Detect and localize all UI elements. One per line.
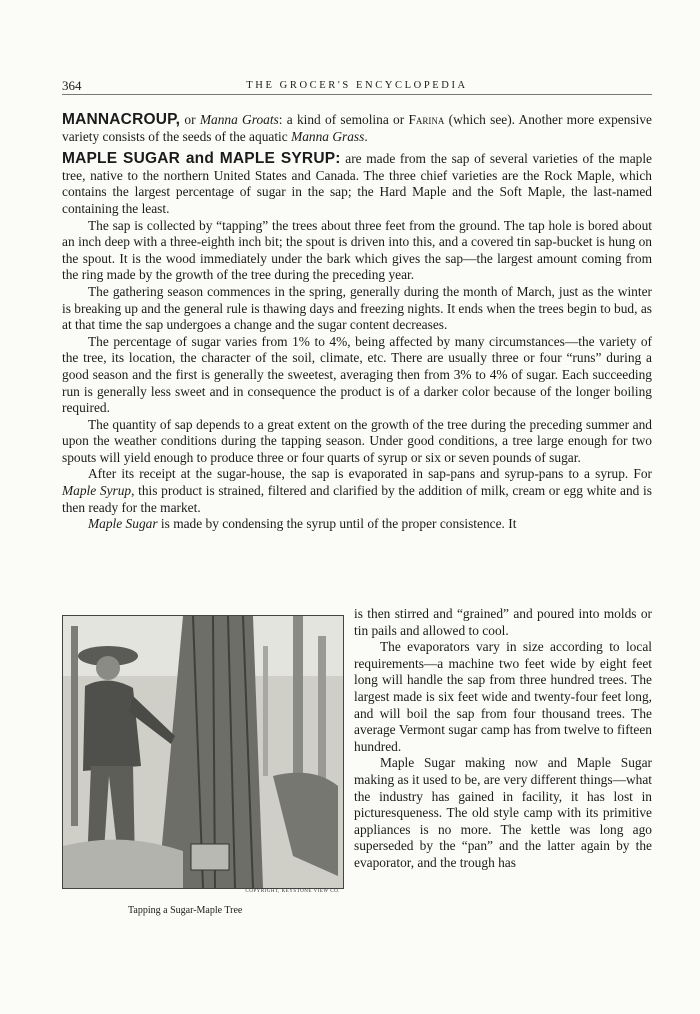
paragraph-continued: is then stirred and “grained” and poured into molds or tin pails and allowed to cool. — [354, 606, 652, 638]
entry-text: or — [180, 112, 200, 127]
paragraph: The evaporators vary in size according to local requirements—a machine two feet wide by eight feet long will handle the sap from three hundred trees. The largest made is six feet wide and twenty-four feet long, and will boil the sap from four thousand trees. The average Vermont sugar camp has from twelve to fifteen hundred. — [354, 639, 652, 754]
paragraph — [62, 466, 652, 516]
paragraph — [62, 516, 652, 533]
entry-text: are made from the sap of several varieties of the maple tree, native to the northern United States and Canada. The three chief varieties are the Rock Maple, which contains the largest percentage of sugar in the sap; the Hard Maple and the Soft Maple, the last-named containing the least. — [62, 151, 652, 216]
paragraph: The sap is collected by “tapping” the trees about three feet from the ground. The tap hole is bored about an inch deep with a three-eighth inch bit; the spout is driven into this, and a covered tin sap-bucket is hung on the spout. It is the wood immediately under the bark which gives the sap—the largest amount coming from the ring made by the growth of the tree during the preceding year. — [62, 217, 652, 283]
right-column-text — [354, 606, 652, 872]
photo-credit: COPYRIGHT, KEYSTONE VIEW CO. — [245, 889, 340, 894]
entry-maple-intro — [62, 151, 652, 217]
page-number: 364 — [62, 78, 82, 93]
entry-italic: Maple Sugar — [88, 516, 158, 532]
entry-text: (which see). Another more expensive variety consists of the seeds of the aquatic — [62, 112, 652, 144]
entry-text: : a kind of semolina or — [278, 112, 409, 127]
entry-italic: Maple Syrup — [62, 483, 132, 499]
figure-caption: Tapping a Sugar-Maple Tree — [128, 905, 243, 916]
paragraph: Maple Sugar making now and Maple Sugar making as it used to be, are very different things—what the industry has gained in facility, it has lost in picturesqueness. The old style camp with its primitive appliances is no more. The kettle was long ago superseded by the “pan” and the latter again by the evaporator, and the trough has — [354, 755, 652, 870]
paragraph: The gathering season commences in the spring, generally during the month of March, just as the winter is breaking up and the general rule is thawing days and freezing nights. It ends when the trees begin to bud, as at that time the sap undergoes a change and the sugar content decreases. — [62, 283, 652, 333]
entry-text: . — [364, 128, 368, 144]
running-head: THE GROCER'S ENCYCLOPEDIA — [246, 80, 468, 91]
figure-tapping-tree — [62, 615, 344, 916]
page-header — [62, 78, 652, 95]
main-text — [62, 112, 652, 533]
headword-maple: MAPLE SUGAR and MAPLE SYRUP: — [62, 150, 341, 168]
headword-mannacroup: MANNACROUP, — [62, 111, 181, 128]
paragraph: The quantity of sap depends to a great extent on the growth of the tree during the preceding summer and upon the weather conditions during the tapping season. Under good conditions, a tree large enough for two spouts will yield enough to produce three or four quarts of syrup or six or seven pounds of sugar. — [62, 416, 652, 465]
photo-illustration — [63, 616, 343, 888]
entry-italic: Manna Groats — [199, 112, 279, 127]
photo-tapping-tree — [62, 615, 344, 889]
cross-reference: Farina — [408, 112, 445, 127]
entry-italic: Manna Grass — [291, 128, 365, 144]
paragraph: The percentage of sugar varies from 1% to 4%, being affected by many circumstances—the variety of the tree, its location, the character of the soil, climate, etc. There are usually three or four “runs” during a good season and the first is generally the sweetest, averaging then from 3% to 4% of sugar. Each succeeding run is generally less sweet and in consequence the product is of a darker color because of the longer boiling required. — [62, 333, 652, 416]
entry-text: After its receipt at the sugar-house, the sap is evaporated in sap-pans and syrup-pans to a syrup. For — [88, 466, 652, 482]
entry-mannacroup — [62, 112, 652, 145]
entry-text: is made by condensing the syrup until of the proper consistence. It — [157, 516, 517, 532]
entry-text: , this product is strained, filtered and clarified by the addition of milk, cream or egg white and is then ready for the market. — [62, 483, 652, 515]
